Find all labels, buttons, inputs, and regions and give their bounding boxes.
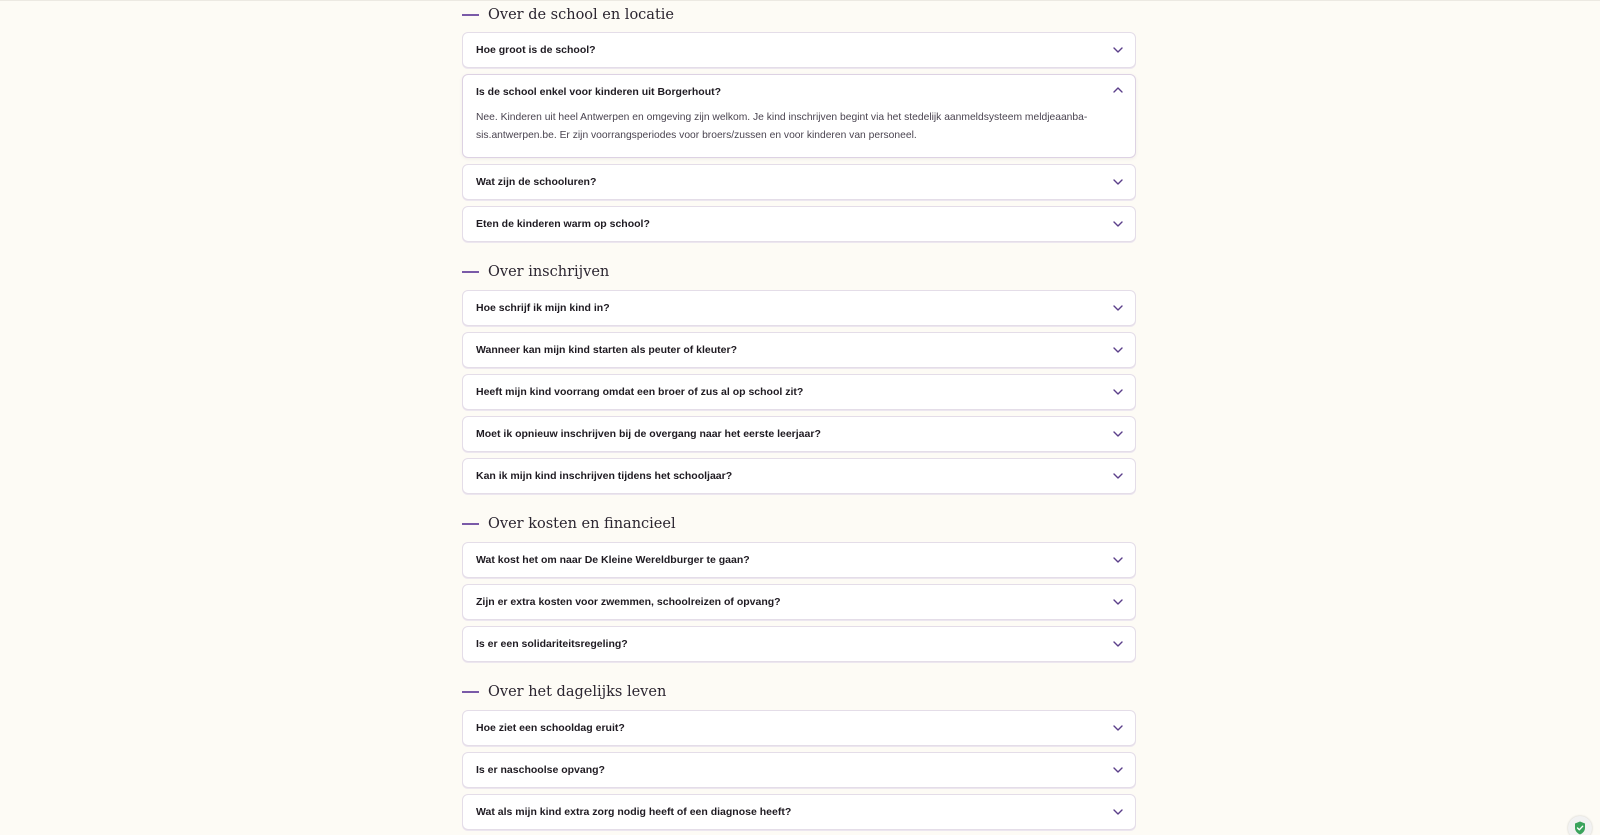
chevron-down-icon[interactable] [1111,469,1125,483]
chevron-down-icon[interactable] [1111,301,1125,315]
faq-item-expanded[interactable] [462,74,1136,158]
faq-question: Moet ik opnieuw inschrijven bij de overgang naar het eerste leerjaar? [476,428,821,440]
faq-question: Is er naschoolse opvang? [476,764,605,776]
faq-item[interactable] [462,752,1136,788]
chevron-down-icon[interactable] [1111,385,1125,399]
faq-item[interactable] [462,32,1136,68]
chevron-up-icon[interactable] [1111,83,1125,97]
section-heading [462,680,666,704]
chevron-down-icon[interactable] [1111,637,1125,651]
section-dash [462,271,479,273]
chevron-down-icon[interactable] [1111,427,1125,441]
section-title: Over inschrijven [488,264,610,280]
faq-item[interactable] [462,374,1136,410]
section-heading [462,512,676,536]
chevron-down-icon[interactable] [1111,805,1125,819]
faq-question: Hoe ziet een schooldag eruit? [476,722,625,734]
chevron-down-icon[interactable] [1111,43,1125,57]
shield-check-icon[interactable] [1568,816,1592,835]
faq-question: Wanneer kan mijn kind starten als peuter of kleuter? [476,344,738,356]
faq-question: Hoe schrijf ik mijn kind in? [476,302,610,314]
section-dash [462,14,479,16]
faq-item[interactable] [462,626,1136,662]
faq-question: Zijn er extra kosten voor zwemmen, schoolreizen of opvang? [476,596,781,608]
faq-question: Wat zijn de schooluren? [476,176,597,188]
faq-question: Is de school enkel voor kinderen uit Borgerhout? [476,86,722,98]
faq-item[interactable] [462,458,1136,494]
chevron-down-icon[interactable] [1111,175,1125,189]
faq-item[interactable] [462,710,1136,746]
faq-item[interactable] [462,164,1136,200]
faq-item[interactable] [462,332,1136,368]
faq-question: Wat kost het om naar De Kleine Wereldburger te gaan? [476,554,750,566]
chevron-down-icon[interactable] [1111,217,1125,231]
faq-item[interactable] [462,206,1136,242]
faq-question: Eten de kinderen warm op school? [476,218,650,230]
faq-question: Wat als mijn kind extra zorg nodig heeft of een diagnose heeft? [476,806,792,818]
chevron-down-icon[interactable] [1111,343,1125,357]
section-heading [462,3,674,27]
section-heading [462,260,609,284]
chevron-down-icon[interactable] [1111,595,1125,609]
section-dash [462,523,479,525]
faq-item[interactable] [462,794,1136,830]
faq-question: Is er een solidariteitsregeling? [476,638,628,650]
chevron-down-icon[interactable] [1111,721,1125,735]
section-title: Over kosten en financieel [488,516,676,532]
faq-question: Hoe groot is de school? [476,44,596,56]
faq-question: Heeft mijn kind voorrang omdat een broer of zus al op school zit? [476,386,804,398]
section-dash [462,691,479,693]
section-title: Over het dagelijks leven [488,684,667,700]
top-divider [0,0,1600,1]
chevron-down-icon[interactable] [1111,553,1125,567]
faq-item[interactable] [462,584,1136,620]
section-title: Over de school en locatie [488,7,674,23]
faq-item[interactable] [462,290,1136,326]
faq-item[interactable] [462,542,1136,578]
faq-question: Kan ik mijn kind inschrijven tijdens het schooljaar? [476,470,733,482]
chevron-down-icon[interactable] [1111,763,1125,777]
faq-answer: Nee. Kinderen uit heel Antwerpen en omgeving zijn welkom. Je kind inschrijven begint via het stedelijk aanmeldsysteem meldjeaanba-sis.antwerpen.be. Er zijn voorrangsperiodes voor broers/zussen en voor kinderen van personeel. [476,112,1088,141]
faq-item[interactable] [462,416,1136,452]
